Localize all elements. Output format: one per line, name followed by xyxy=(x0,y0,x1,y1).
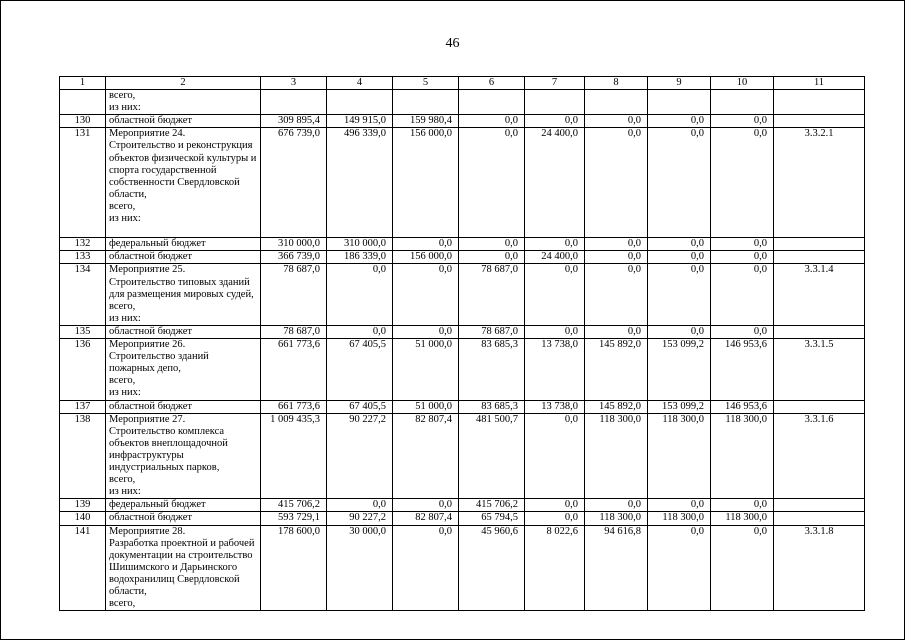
value-cell: 24 400,0 xyxy=(525,251,585,264)
value-cell: 65 794,5 xyxy=(459,512,525,525)
description-cell: всего, из них: xyxy=(106,90,261,115)
value-cell: 0,0 xyxy=(393,238,459,251)
code-cell: 3.3.1.6 xyxy=(774,413,865,499)
code-cell xyxy=(774,115,865,128)
value-cell: 310 000,0 xyxy=(261,238,327,251)
value-cell: 118 300,0 xyxy=(711,413,774,499)
row-number-cell: 138 xyxy=(60,413,106,499)
value-cell: 90 227,2 xyxy=(327,413,393,499)
value-cell: 83 685,3 xyxy=(459,400,525,413)
value-cell: 153 099,2 xyxy=(648,339,711,401)
value-cell xyxy=(393,90,459,115)
value-cell: 0,0 xyxy=(585,499,648,512)
code-cell xyxy=(774,251,865,264)
column-header: 8 xyxy=(585,77,648,90)
value-cell: 24 400,0 xyxy=(525,128,585,238)
table-row xyxy=(60,251,865,264)
value-cell: 676 739,0 xyxy=(261,128,327,238)
value-cell: 0,0 xyxy=(327,499,393,512)
page-number: 46 xyxy=(445,36,460,51)
row-number-cell: 132 xyxy=(60,238,106,251)
value-cell: 0,0 xyxy=(648,525,711,611)
value-cell: 0,0 xyxy=(648,115,711,128)
value-cell: 146 953,6 xyxy=(711,400,774,413)
code-cell: 3.3.1.5 xyxy=(774,339,865,401)
value-cell: 0,0 xyxy=(648,238,711,251)
value-cell: 30 000,0 xyxy=(327,525,393,611)
value-cell: 82 807,4 xyxy=(393,413,459,499)
value-cell: 0,0 xyxy=(711,128,774,238)
description-cell: областной бюджет xyxy=(106,512,261,525)
table-row xyxy=(60,90,865,115)
value-cell xyxy=(261,90,327,115)
value-cell: 661 773,6 xyxy=(261,339,327,401)
code-cell xyxy=(774,238,865,251)
value-cell: 0,0 xyxy=(585,115,648,128)
value-cell: 0,0 xyxy=(459,115,525,128)
value-cell: 661 773,6 xyxy=(261,400,327,413)
column-header: 11 xyxy=(774,77,865,90)
row-number-cell: 131 xyxy=(60,128,106,238)
value-cell: 0,0 xyxy=(648,251,711,264)
value-cell: 0,0 xyxy=(525,264,585,326)
value-cell: 45 960,6 xyxy=(459,525,525,611)
description-cell: Мероприятие 28. Разработка проектной и рабочей документации на строительство Шишимского и Дарьинского водохранилищ Свердловской области, всего, xyxy=(106,525,261,611)
budget-table xyxy=(59,76,865,611)
value-cell: 0,0 xyxy=(327,264,393,326)
column-header: 4 xyxy=(327,77,393,90)
value-cell: 8 022,6 xyxy=(525,525,585,611)
value-cell: 0,0 xyxy=(525,499,585,512)
code-cell xyxy=(774,512,865,525)
description-cell: областной бюджет xyxy=(106,251,261,264)
row-number-cell: 134 xyxy=(60,264,106,326)
value-cell: 156 000,0 xyxy=(393,128,459,238)
description-cell: Мероприятие 26. Строительство зданий пожарных депо, всего, из них: xyxy=(106,339,261,401)
row-number-cell: 133 xyxy=(60,251,106,264)
value-cell: 51 000,0 xyxy=(393,400,459,413)
value-cell: 67 405,5 xyxy=(327,339,393,401)
value-cell: 0,0 xyxy=(711,264,774,326)
code-cell xyxy=(774,400,865,413)
value-cell: 78 687,0 xyxy=(261,325,327,338)
value-cell: 496 339,0 xyxy=(327,128,393,238)
value-cell: 67 405,5 xyxy=(327,400,393,413)
value-cell: 78 687,0 xyxy=(459,325,525,338)
table-row xyxy=(60,264,865,326)
row-number-cell: 135 xyxy=(60,325,106,338)
value-cell: 186 339,0 xyxy=(327,251,393,264)
value-cell: 118 300,0 xyxy=(711,512,774,525)
value-cell: 0,0 xyxy=(711,525,774,611)
value-cell: 149 915,0 xyxy=(327,115,393,128)
column-header: 2 xyxy=(106,77,261,90)
description-cell: федеральный бюджет xyxy=(106,238,261,251)
row-number-cell: 136 xyxy=(60,339,106,401)
table-row xyxy=(60,499,865,512)
value-cell: 0,0 xyxy=(711,325,774,338)
value-cell: 0,0 xyxy=(459,128,525,238)
value-cell: 153 099,2 xyxy=(648,400,711,413)
value-cell: 0,0 xyxy=(711,251,774,264)
value-cell: 94 616,8 xyxy=(585,525,648,611)
value-cell: 0,0 xyxy=(459,238,525,251)
value-cell xyxy=(459,90,525,115)
value-cell: 0,0 xyxy=(585,325,648,338)
table-row xyxy=(60,512,865,525)
description-cell: областной бюджет xyxy=(106,115,261,128)
code-cell xyxy=(774,499,865,512)
row-number-cell xyxy=(60,90,106,115)
value-cell: 0,0 xyxy=(585,264,648,326)
value-cell: 118 300,0 xyxy=(585,413,648,499)
row-number-cell: 139 xyxy=(60,499,106,512)
value-cell: 159 980,4 xyxy=(393,115,459,128)
value-cell: 0,0 xyxy=(393,499,459,512)
value-cell: 0,0 xyxy=(585,128,648,238)
value-cell: 0,0 xyxy=(711,115,774,128)
header-row xyxy=(60,77,865,90)
value-cell: 366 739,0 xyxy=(261,251,327,264)
value-cell: 178 600,0 xyxy=(261,525,327,611)
value-cell: 415 706,2 xyxy=(261,499,327,512)
value-cell xyxy=(711,90,774,115)
value-cell: 82 807,4 xyxy=(393,512,459,525)
table-row xyxy=(60,238,865,251)
table-row xyxy=(60,115,865,128)
value-cell: 0,0 xyxy=(585,251,648,264)
table-row xyxy=(60,400,865,413)
value-cell: 0,0 xyxy=(648,325,711,338)
code-cell: 3.3.2.1 xyxy=(774,128,865,238)
column-header: 1 xyxy=(60,77,106,90)
value-cell: 0,0 xyxy=(648,264,711,326)
value-cell: 118 300,0 xyxy=(648,512,711,525)
value-cell xyxy=(327,90,393,115)
value-cell xyxy=(525,90,585,115)
value-cell: 0,0 xyxy=(711,238,774,251)
column-header: 9 xyxy=(648,77,711,90)
column-header: 6 xyxy=(459,77,525,90)
value-cell: 78 687,0 xyxy=(261,264,327,326)
value-cell: 415 706,2 xyxy=(459,499,525,512)
value-cell: 0,0 xyxy=(525,512,585,525)
value-cell: 0,0 xyxy=(711,499,774,512)
table-row xyxy=(60,325,865,338)
row-number-cell: 140 xyxy=(60,512,106,525)
code-cell xyxy=(774,90,865,115)
value-cell: 78 687,0 xyxy=(459,264,525,326)
code-cell: 3.3.1.8 xyxy=(774,525,865,611)
value-cell: 118 300,0 xyxy=(648,413,711,499)
value-cell: 156 000,0 xyxy=(393,251,459,264)
value-cell: 309 895,4 xyxy=(261,115,327,128)
value-cell: 481 500,7 xyxy=(459,413,525,499)
description-cell: Мероприятие 25. Строительство типовых зданий для размещения мировых судей, всего, из них: xyxy=(106,264,261,326)
value-cell: 0,0 xyxy=(393,525,459,611)
value-cell: 0,0 xyxy=(648,499,711,512)
description-cell: федеральный бюджет xyxy=(106,499,261,512)
value-cell: 0,0 xyxy=(393,264,459,326)
value-cell: 83 685,3 xyxy=(459,339,525,401)
description-cell: областной бюджет xyxy=(106,400,261,413)
code-cell xyxy=(774,325,865,338)
value-cell: 51 000,0 xyxy=(393,339,459,401)
value-cell: 0,0 xyxy=(393,325,459,338)
value-cell xyxy=(648,90,711,115)
value-cell: 13 738,0 xyxy=(525,400,585,413)
column-header: 5 xyxy=(393,77,459,90)
table-row xyxy=(60,339,865,401)
value-cell: 0,0 xyxy=(525,115,585,128)
value-cell: 0,0 xyxy=(525,413,585,499)
column-header: 3 xyxy=(261,77,327,90)
table-row xyxy=(60,128,865,238)
row-number-cell: 137 xyxy=(60,400,106,413)
value-cell: 0,0 xyxy=(525,325,585,338)
value-cell: 146 953,6 xyxy=(711,339,774,401)
description-cell: Мероприятие 27. Строительство комплекса объектов внеплощадочной инфраструктуры индустриальных парков, всего, из них: xyxy=(106,413,261,499)
value-cell: 145 892,0 xyxy=(585,339,648,401)
value-cell: 0,0 xyxy=(648,128,711,238)
row-number-cell: 130 xyxy=(60,115,106,128)
value-cell: 0,0 xyxy=(327,325,393,338)
value-cell xyxy=(585,90,648,115)
value-cell: 118 300,0 xyxy=(585,512,648,525)
value-cell: 13 738,0 xyxy=(525,339,585,401)
value-cell: 0,0 xyxy=(525,238,585,251)
value-cell: 90 227,2 xyxy=(327,512,393,525)
value-cell: 593 729,1 xyxy=(261,512,327,525)
description-cell: областной бюджет xyxy=(106,325,261,338)
description-cell: Мероприятие 24. Строительство и реконструкция объектов физической культуры и спорта государственной собственности Свердловской области, всего, из них: xyxy=(106,128,261,238)
column-header: 7 xyxy=(525,77,585,90)
value-cell: 145 892,0 xyxy=(585,400,648,413)
column-header: 10 xyxy=(711,77,774,90)
value-cell: 0,0 xyxy=(585,238,648,251)
code-cell: 3.3.1.4 xyxy=(774,264,865,326)
value-cell: 1 009 435,3 xyxy=(261,413,327,499)
table-row xyxy=(60,525,865,611)
value-cell: 310 000,0 xyxy=(327,238,393,251)
value-cell: 0,0 xyxy=(459,251,525,264)
table-row xyxy=(60,413,865,499)
row-number-cell: 141 xyxy=(60,525,106,611)
